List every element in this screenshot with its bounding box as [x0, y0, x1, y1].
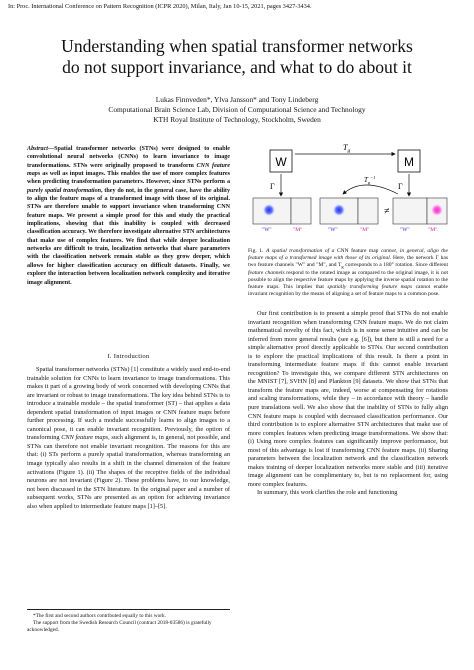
tg-inverse-label: $T_g^{-1}$: [364, 175, 376, 185]
feature-maps-right: [393, 198, 447, 224]
input-image-rotated: [398, 150, 420, 172]
pink-activation: [431, 204, 443, 216]
caption-emph-3: feature channels: [248, 270, 285, 277]
abstract-text-2: as well as input images. This enables the use of more complex features when predicting transformation parameters. However, since STNs perform a: [27, 171, 230, 186]
caption-text-4: corresponds to a 180° rotation. Since different: [343, 262, 449, 268]
intro-emph: CNN feature maps: [61, 434, 109, 442]
not-equal-sign: ≠: [384, 206, 390, 217]
abstract-lead: Abstract: [27, 146, 48, 152]
gamma-label-right: Γ: [398, 182, 403, 191]
channel-m-label-middle: "M": [360, 227, 370, 233]
contributions-paragraph: Our first contribution is to present a simple proof that STNs do not enable invariant recognition when transforming CNN feature maps. We do not claim mathematical novelty of this fact, which is in some sense intuitive and can be inferred from more general results (see e.g. [6]), but there is still a need for a simple alternative proof directly applicable to STNs. Our second contribution is to explore the practical implications of this result. Is there a point in transforming intermediate feature maps if this cannot enable invariant recognition? To investigate this, we compare different STN architectures on the MNIST [7], SVHN [8] and Plankton [9] datasets. We show that STNs that transform the feature maps are, indeed, worse at compensating for rotations and scaling transformations, while they – in accordance with theory – handle pure translations well. We also show that the inability of STNs to fully align CNN feature maps is coupled with decreased classification performance. Our third contribution is to explore alternative STN architectures that make use of more complex features when predicting image transformations. We show that: (i) Using more complex features can significantly improve performance, but most of this advantage is lost if transforming CNN feature maps. (ii) Sharing parameters between the localization network and the classification network makes training of deeper localization networks more stable and (iii) iterative image alignment can be complimentary to, but is no replacement for, using more complex features.: [248, 310, 448, 488]
channel-m-label-right: "M": [428, 227, 438, 233]
caption-emph-4: spatially transforming feature maps: [327, 284, 413, 291]
abstract-text-3: , they do not, in the general case, have the ability to align the feature maps of a transformed image with those of its original. STNs are therefore unable to support invariance when transforming CNN feature maps. We present a simple proof for this and study the practical implications, showing that this inability is coupled with decreased classification accuracy. We therefore investigate alternative STN architectures that make use of complex features. We find that while deeper localization networks are difficult to train, localization networks that share parameters with the classification network remain stable as they grow deeper, which allows for higher classification accuracy on difficult datasets. Finally, we explore the interaction between localization network complexity and iterative image alignment.: [27, 187, 230, 286]
intro-text-2: , such alignment is, in general, not possible, and STNs can therefore not enable invariant recognition. The reasons for this are that: (i) STs perform a purely spatial transformation, whereas transforming an image typically also results in a shift in the channel dimension of the feature activations (Figure 1). (ii) The shapes of the receptive fields of the individual neurons are not invariant (Figure 2). These problems have, to our knowledge, not been discussed in the STN literature. In the original paper and a number of subsequent works, STNs are presented as an option for achieving invariance also when applied to intermediate feature maps [1]–[5].: [27, 434, 230, 510]
abstract-text-1: —Spatial transformer networks (STNs) were designed to enable convolutional neural networks (CNNs) to learn invariance to image transformations. STNs were originally proposed to transform: [27, 146, 230, 169]
caption-emph-2: cannot, in general, align the feature maps of a transformed image with those of its original.: [248, 248, 448, 261]
letter-m: M: [404, 155, 414, 169]
footnote-funding: The support from the Swedish Research Council (contract 2018-03586) is gratefully acknowledged.: [27, 620, 212, 633]
blue-activation-middle: [333, 204, 345, 216]
author-block: [0, 95, 474, 125]
caption-text-2: CNN feature map: [334, 248, 381, 254]
author-affiliation: Computational Brain Science Lab, Division of Computational Science and Technology: [108, 105, 366, 114]
input-image-w: [270, 150, 292, 172]
right-column-body: [248, 310, 448, 498]
author-institution: KTH Royal Institute of Technology, Stockholm, Sweden: [153, 115, 321, 124]
figure-1-diagram: [248, 140, 448, 244]
abstract-emph-2: purely spatial transformation: [27, 187, 102, 194]
paper-title: [0, 36, 474, 78]
abstract: [27, 145, 230, 287]
feature-maps-middle: [320, 198, 378, 224]
tg-label: $T_g$: [343, 143, 351, 154]
footnotes: [27, 609, 230, 634]
title-line-2: do not support invariance, and what to do about it: [62, 57, 412, 77]
figure-1-caption: [248, 248, 448, 298]
introduction-body: [27, 366, 230, 511]
author-names: Lukas Finnveden*, Ylva Jansson* and Tony Lindeberg: [155, 95, 319, 104]
title-line-1: Understanding when spatial transformer networks: [61, 36, 413, 56]
gamma-label-left: Γ: [270, 182, 275, 191]
channel-w-label-left: "W": [262, 227, 272, 233]
letter-w: W: [275, 155, 287, 169]
intro-paragraph: [27, 366, 230, 511]
section-heading-introduction: I. Introduction: [107, 353, 150, 360]
caption-text-5: respond to the rotated image as compared to the original image, it is not possible to align the respective feature maps by applying the inverse spatial rotation to the feature maps. This implies that: [248, 270, 448, 291]
blue-activation: [263, 204, 275, 216]
publication-note: In: Proc. International Conference on Pattern Recognition (ICPR 2020), Milan, Italy, Jan 10-15, 2021, pages 3427-3434.: [8, 3, 312, 10]
channel-w-label-right: "W": [400, 227, 410, 233]
abstract-emph-1: CNN feature maps: [27, 162, 230, 178]
channel-m-label-left: "M": [293, 227, 303, 233]
caption-label: Fig. 1.: [248, 248, 266, 254]
tg-inverse-arrow: [343, 185, 398, 194]
caption-text-3: Here, the network Γ has two feature channels "W" and "M", and T: [248, 255, 448, 268]
summary-paragraph: In summary, this work clarifies the role and functioning: [257, 489, 398, 497]
caption-subscript: g: [341, 264, 344, 270]
feature-maps-left: [253, 198, 311, 224]
caption-emph-1: A spatial transformation of a: [265, 248, 335, 254]
caption-text-6: cannot enable invariant recognition by the means of aligning a set of feature maps to a common pose.: [248, 284, 448, 298]
intro-text-1: Spatial transformer networks (STNs) [1] constitute a widely used end-to-end trainable solution for CNNs to learn invariance to image transformations. This makes it part of a growing body of work concerned with developing CNNs that are invariant or robust to image transformations. The key idea behind STNs is to introduce a trainable module – the spatial transformer (ST) – that applies a data dependent spatial transformation of input images or CNN feature maps before further processing. If such a module successfully learns to align images to a canonical pose, it can enable invariant recognition. Previously, the option of transforming: [27, 366, 230, 442]
footnote-equal-contribution: *The first and second authors contributed equally to this work.: [33, 613, 166, 619]
channel-w-label-middle: "W": [328, 227, 338, 233]
